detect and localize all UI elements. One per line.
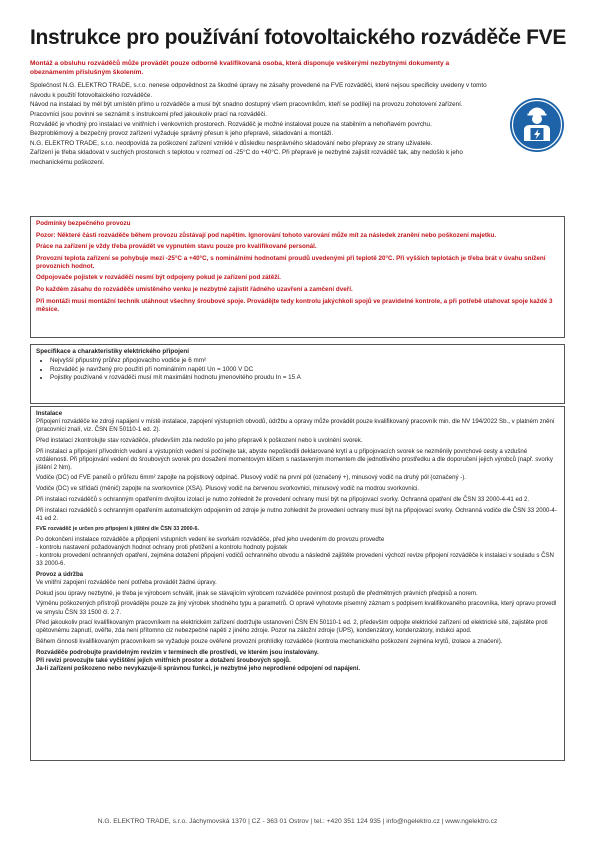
intro-warning: Montáž a obsluhu rozváděčů může provádět pouze odborně kvalifikovaná osoba, která disponuje veškerými nezbytnými dokumenty a obeznámením příslušným školením. (30, 60, 450, 76)
install-bullet: - kontrolu nastavení požadovaných hodnot ochrany proti přetížení a kontrolu hodnoty pojistek (36, 544, 288, 552)
final-note: Rozváděče podrobujte pravidelným revizím v termínech dle prostředí, ve kterém jsou instalovány. (36, 648, 319, 656)
safety-paragraph: Odpojovače pojistek v rozváděči nesmí být odpojeny pokud je zařízení pod zátěží. (36, 274, 281, 282)
install-paragraph: Po dokončení instalace rozváděče a připojení vstupních vedení ke svorkám rozváděče, před jeho uvedením do provozu proveďte (36, 535, 385, 543)
list-item: • Pojistky používané v rozváděči musí mít maximální hodnotu jmenovitého proudu In = 15 A (50, 374, 559, 383)
maintenance-paragraph: Ve vnitřní zapojení rozváděče není potřeba provádět žádné úpravy. (36, 579, 217, 587)
intro-paragraph: Bezproblémový a bezpečný provoz zařízení vyžaduje správný přesun k jeho přepravě, skladování a montáži. (30, 130, 334, 138)
intro-paragraph: Rozváděč je vhodný pro instalaci ve vnitřních i venkovních prostorech. Rozváděč je možné instalovat pouze na stabilním a nehořlavém povrchu. (30, 120, 432, 128)
intro-paragraph: Návod na instalaci by měl být umístěn přímo u rozváděče a musí být snadno dostupný všem pracovníkům, kteří se podílejí na provozu zohotovení zařízení. Pracovníci jsou povinni se seznámit s instrukcemi před jakoukoliv prací na rozváděči. (30, 101, 463, 118)
safety-paragraph: Při montáži musí montážní technik utáhnout všechny šroubové spoje. Provádějte tedy kontrolu jakýchkoli spojů ve pravidelné kontrole, a při potřebě utahovat spoje každé 3 měsíce. (36, 297, 553, 313)
intro-section (30, 60, 488, 168)
install-paragraph: Při instalaci rozváděčů s ochranným opatřením automatickým odpojením od zdroje je nutno zohlednit že provedení ochrany musí být na připojovací svorky. Ochranná vodiče dle ČSN 33 2000-4-41 ed 2. (36, 506, 557, 522)
list-item: • Rozváděč je navržený pro použití při nominálním napětí Un = 1000 V DC (50, 366, 559, 375)
install-paragraph: Při instalaci a připojení přívodních vedení a výstupních vedení si počínejte tak, abyste nepoškodili deklarované krytí a u připojovacích svorek se nezměnily povrchové cesty a vzdušné vzdálenosti. Při připojování vedení do šroubových svorek pro dosažení momentovým klíčem s nastaveným momentem dle jednotlivého prostředku a dle doporučení jejich výrobců (např. svorky jištění 2 Nm). (36, 447, 553, 471)
final-note: Při revizi provozujte také vyčištění jejich vnitřních prostor a dotažení šroubových spojů. (36, 656, 291, 664)
electrician-hazard-icon (509, 96, 565, 154)
page-title: Instrukce pro používání fotovoltaického rozváděče FVE (30, 26, 567, 49)
intro-paragraph: Zařízení je třeba skladovat v suchých prostorech s teplotou v rozmezí od -25°C do +40°C. Při přepravě je nezbytné zajistit rozváděč tak, aby nedošlo k jeho mechanickému poškození. (30, 149, 463, 166)
install-note: FVE rozváděč je určen pro připojení k jištění dle ČSN 33 2000-6. (36, 526, 199, 533)
install-paragraph: Při instalaci rozváděčů s ochranným opatřením dvojitou izolací je nutno zohlednit že provedení ochrany musí být na připojovací svorky. Ochranná opatření dle ČSN 33 2000-4-41 ed 2. (36, 495, 530, 503)
specs-heading: Specifikace a charakteristiky elektrického připojení (36, 348, 189, 355)
safety-paragraph: Po každém zásahu do rozváděče umístěného venku je nezbytné zajistit řádného uzavření a zamčení dveří. (36, 286, 353, 294)
page-footer: N.G. ELEKTRO TRADE, s.r.o. Jáchymovská 1370 | CZ - 363 01 Ostrov | tel.: +420 351 124 935 | info@ngelektro.cz | www.ngelektro.cz (97, 818, 498, 825)
intro-paragraph: Společnost N.G. ELEKTRO TRADE, s.r.o. nenese odpovědnost za škodné úpravy ne zásahy provedené na FVE rozváděči, které nejsou specificky uvedeny v tomto návodu k použití fotovoltaického rozváděče. (30, 82, 487, 99)
final-note: Ja-li zařízení poškozeno nebo nevykazuje-li správnou funkci, je nezbytné jeho neprodlené odpojení od napájení. (36, 664, 361, 672)
install-paragraph: Před instalací zkontrolujte stav rozváděče, především zda nedošlo po jeho přepravě k poškození nebo k uvolnění svorek. (36, 436, 363, 444)
install-heading: Instalace (36, 410, 63, 417)
maintenance-paragraph: Pokud jsou úpravy nezbytné, je třeba je výrobcem schválit, jinak se stávajícím výrobcem rozváděče povinnost postupů dle předmětných právních předpisů a norem. (36, 589, 478, 597)
safety-heading: Podmínky bezpečného provozu (36, 220, 131, 227)
maintenance-paragraph: Před jakoukoliv prací kvalifikovaným pracovníkem na elektrickém zařízení dodržujte ustanovení ČSN EN 50110-1 ed. 2, především odpojte elektrické zařízení od elektrické sítě, zajistěte proti opětovnému zapnutí, ověřte, zda není přítomno ciz nebezpečné napětí z jiného zdroje. Pozor na záložní zdroje (UPS), kondenzátory, kondenzátory, indukci apod. (36, 619, 548, 635)
safety-paragraph: Práce na zařízení je vždy třeba provádět ve vypnutém stavu pouze pro kvalifikované personál. (36, 243, 317, 251)
install-paragraph: Vodiče (DC) od FVE panelů o průřezu 6mm² zapojte na pojistkový odpínač. Plusový vodič na první pól (označený +), minusový vodič na druhý pól (označený -). (36, 474, 466, 482)
maintenance-heading: Provoz a údržba (36, 570, 84, 578)
install-bullet: - kontrolu provedení ochranných opatření, zejména dotažení připojení vodičů ochranného obvodu a následně zajištěte provedení výchozí revize připojení rozváděče k instalaci v souladu s ČSN 33 2000-6. (36, 552, 554, 568)
electrical-specs-box (30, 344, 565, 404)
installation-box (30, 406, 565, 761)
safety-paragraph: Pozor: Některé části rozváděče během provozu zůstávají pod napětím. Ignorování tohoto varování může mít za následek zranění nebo poškození majetku. (36, 231, 497, 239)
maintenance-paragraph: Výměnu poškozených přístrojů provádějte pouze za jiný výrobek shodného typu a parametrů. O opravě vyhotovte písemný záznam s podpisem kvalifikovaného pracovníka, který opravu provedl ve smyslu ČSN 33 1500 čl. 2.7. (36, 600, 557, 616)
maintenance-paragraph: Během činnosti kvalifikovaným pracovníkem se vyžaduje pouze ověřené provozní prohlídky rozváděče (kontrola mechanického poškození zejména krytů, izolace a značení). (36, 637, 503, 645)
specs-list (36, 357, 559, 383)
install-paragraph: Připojení rozváděče ke zdroji napájení v místě instalace, zapojení výstupních obvodů, údržbu a opravy může provádět pouze kvalifikovaný pracovník min. dle NV 194/2022 Sb., v platném znění (pracovníci znalí, viz. ČSN EN 50110-1 ed. 2). (36, 418, 555, 434)
safety-paragraph: Provozní teplota zařízení se pohybuje mezi -25°C a +40°C, s nominálními hodnotami proudů uvedenými při teplotě 20°C. Při vyšších teplotách je třeba brát v úvahu snížení provozních hodnot. (36, 254, 546, 270)
intro-paragraph: N.G. ELEKTRO TRADE, s.r.o. neodpovídá za poškození zařízení vzniklé v důsledku nesprávného skladování nebo přepravy ze strany uživatele. (30, 139, 433, 147)
install-paragraph: Vodiče (DC) ve střídači (měnič) zapojte na svorkovnice (XSA). Plusový vodič na červenou svorkovnici, minusový vodič na modrou svorkovnici. (36, 485, 420, 493)
list-item: • Nejvyšší připustný průřez připojovacího vodiče je 6 mm² (50, 357, 559, 366)
safety-conditions-box (30, 216, 565, 338)
